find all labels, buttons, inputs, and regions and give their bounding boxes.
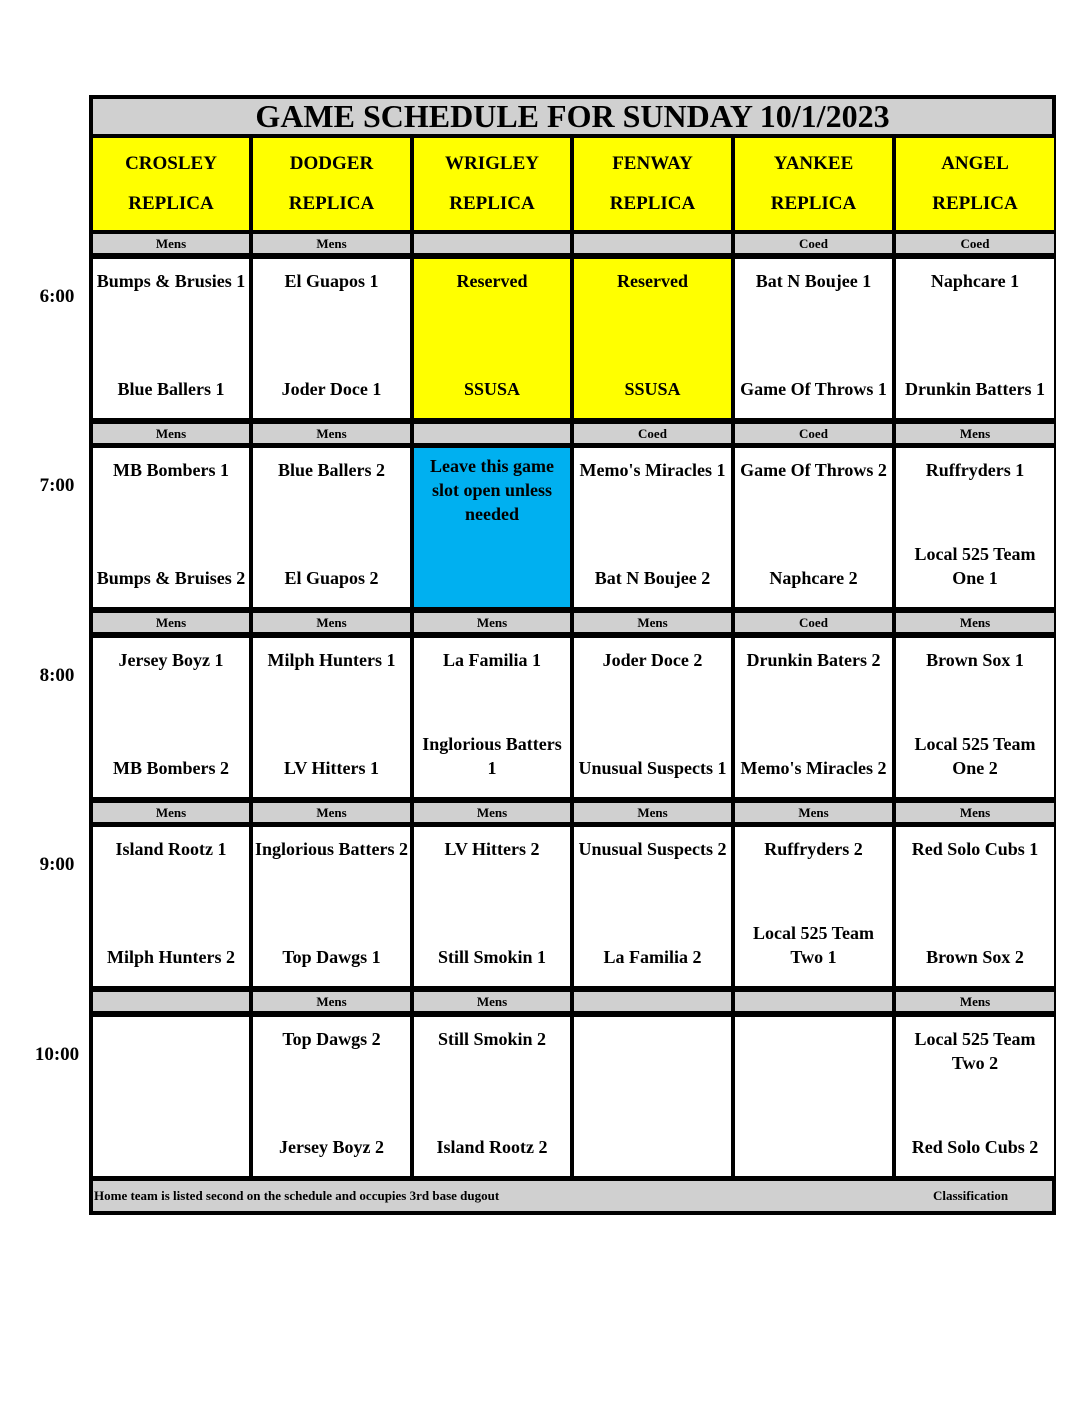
away-team: El Guapos 1 [284, 271, 379, 291]
home-team: La Familia 2 [603, 947, 702, 967]
time-label: 8:00 [39, 665, 75, 686]
game-cell [735, 1017, 892, 1176]
game-cell [896, 448, 1054, 607]
game-cell [93, 638, 249, 797]
home-team: Jersey Boyz 2 [279, 1137, 384, 1157]
home-team: MB Bombers 2 [113, 758, 229, 778]
footer-bar [93, 1181, 1052, 1211]
classification-cell: Mens [253, 424, 410, 443]
home-team: SSUSA [624, 379, 681, 399]
home-team: Top Dawgs 1 [282, 947, 381, 967]
game-cell [253, 259, 410, 418]
time-label: 10:00 [34, 1044, 80, 1065]
home-team: Memo's Miracles 2 [740, 758, 887, 778]
home-team: Local 525 Team One 2 [914, 734, 1036, 778]
field-header-fenway [574, 138, 731, 230]
away-team: Memo's Miracles 1 [579, 460, 726, 480]
classification-cell: Mens [414, 803, 570, 822]
field-subtitle: REPLICA [932, 193, 1018, 214]
home-team: Inglorious Batters 1 [422, 734, 562, 778]
home-team: Drunkin Batters 1 [904, 379, 1045, 399]
home-team: Local 525 Team One 1 [914, 544, 1036, 588]
classification-cell: Coed [574, 424, 731, 443]
home-team: Red Solo Cubs 2 [911, 1137, 1039, 1157]
away-team: Bat N Boujee 1 [755, 271, 872, 291]
game-cell [93, 827, 249, 986]
away-team: Blue Ballers 2 [278, 460, 385, 480]
away-team: Ruffryders 2 [764, 839, 863, 859]
away-team: Reserved [456, 271, 528, 291]
game-cell [93, 259, 249, 418]
classification-cell: Mens [253, 613, 410, 632]
classification-cell: Mens [896, 613, 1054, 632]
time-label: 9:00 [39, 854, 75, 875]
time-label: 6:00 [39, 286, 75, 307]
field-header-yankee [735, 138, 892, 230]
classification-cell: Mens [896, 424, 1054, 443]
time-label: 7:00 [39, 475, 75, 496]
away-team: Game Of Throws 2 [740, 460, 887, 480]
reserved-cell [574, 259, 731, 418]
away-team: Drunkin Baters 2 [746, 650, 881, 670]
home-team: Bat N Boujee 2 [594, 568, 711, 588]
away-team: Local 525 Team Two 2 [914, 1029, 1036, 1073]
game-cell [253, 827, 410, 986]
game-cell [253, 1017, 410, 1176]
schedule-table [89, 95, 1056, 1215]
home-team: Milph Hunters 2 [106, 947, 235, 967]
classification-cell: Mens [414, 613, 570, 632]
home-team: SSUSA [463, 379, 521, 399]
field-header-dodger [253, 138, 410, 230]
game-cell [735, 638, 892, 797]
classification-cell: Mens [896, 803, 1054, 822]
game-cell [414, 638, 570, 797]
classification-cell [574, 992, 731, 1011]
schedule-title: GAME SCHEDULE FOR SUNDAY 10/1/2023 [93, 99, 1052, 134]
classification-cell: Mens [93, 234, 249, 253]
classification-cell: Coed [735, 424, 892, 443]
game-cell [735, 448, 892, 607]
away-team: Still Smokin 2 [437, 1029, 547, 1049]
classification-cell: Mens [414, 992, 570, 1011]
classification-cell: Mens [896, 992, 1054, 1011]
game-cell [735, 259, 892, 418]
classification-cell: Mens [253, 992, 410, 1011]
away-team: Top Dawgs 2 [282, 1029, 381, 1049]
home-team: Unusual Suspects 1 [578, 758, 727, 778]
away-team: Inglorious Batters 2 [255, 839, 408, 859]
classification-cell: Coed [896, 234, 1054, 253]
home-team: Island Rootz 2 [436, 1137, 548, 1157]
home-team: Blue Ballers 1 [117, 379, 225, 399]
field-subtitle: REPLICA [609, 193, 696, 214]
away-team: Bumps & Brusies 1 [96, 271, 246, 291]
classification-cell: Mens [253, 234, 410, 253]
field-header-crosley [93, 138, 249, 230]
away-team: Leave this game slot open unless needed [430, 456, 554, 524]
game-cell [414, 827, 570, 986]
classification-cell: Mens [93, 803, 249, 822]
field-name: WRIGLEY [445, 153, 539, 174]
game-cell [253, 638, 410, 797]
home-team: El Guapos 2 [284, 568, 379, 588]
game-cell [896, 827, 1054, 986]
classification-cell: Mens [574, 803, 731, 822]
game-cell [574, 638, 731, 797]
away-team: Naphcare 1 [930, 271, 1020, 291]
classification-cell: Mens [253, 803, 410, 822]
classification-cell [414, 234, 570, 253]
classification-cell: Coed [735, 613, 892, 632]
field-subtitle: REPLICA [449, 193, 535, 214]
game-cell [574, 1017, 731, 1176]
home-team: Game Of Throws 1 [740, 379, 887, 399]
classification-cell: Coed [735, 234, 892, 253]
home-team: Still Smokin 1 [437, 947, 547, 967]
away-team: Island Rootz 1 [115, 839, 227, 859]
classification-cell: Mens [93, 613, 249, 632]
away-team: Joder Doce 2 [602, 650, 703, 670]
away-team: Reserved [617, 271, 688, 291]
field-name: FENWAY [612, 153, 693, 174]
home-team: LV Hitters 1 [283, 758, 379, 778]
field-subtitle: REPLICA [770, 193, 857, 214]
game-cell [735, 827, 892, 986]
home-team: Local 525 Team Two 1 [752, 923, 874, 967]
game-cell [93, 448, 249, 607]
field-name: CROSLEY [125, 153, 217, 174]
game-cell [253, 448, 410, 607]
game-cell [414, 1017, 570, 1176]
game-cell [574, 827, 731, 986]
home-team: Bumps & Bruises 2 [96, 568, 246, 588]
reserved-cell [414, 259, 570, 418]
classification-cell [735, 992, 892, 1011]
away-team: MB Bombers 1 [113, 460, 229, 480]
away-team: La Familia 1 [443, 650, 541, 670]
field-header-angel [896, 138, 1054, 230]
home-team-note: Home team is listed second on the schedule and occupies 3rd base dugout [94, 1188, 500, 1203]
away-team: Ruffryders 1 [925, 460, 1025, 480]
home-team: Brown Sox 2 [926, 947, 1024, 967]
field-name: DODGER [289, 153, 374, 174]
home-team: Naphcare 2 [769, 568, 858, 588]
field-name: ANGEL [941, 153, 1009, 174]
classification-cell: Mens [93, 424, 249, 443]
open-slot-cell [414, 448, 570, 607]
game-cell [896, 1017, 1054, 1176]
field-name: YANKEE [773, 153, 854, 174]
classification-cell: Mens [574, 613, 731, 632]
away-team: Red Solo Cubs 1 [911, 839, 1039, 859]
classification-cell [574, 234, 731, 253]
away-team: Brown Sox 1 [926, 650, 1024, 670]
field-header-wrigley [414, 138, 570, 230]
away-team: Milph Hunters 1 [267, 650, 396, 670]
field-subtitle: REPLICA [128, 193, 214, 214]
game-cell [896, 638, 1054, 797]
classification-label: Classification [933, 1188, 1009, 1203]
away-team: LV Hitters 2 [444, 839, 540, 859]
classification-cell: Mens [735, 803, 892, 822]
classification-cell [414, 424, 570, 443]
game-cell [93, 1017, 249, 1176]
field-subtitle: REPLICA [288, 193, 375, 214]
away-team: Unusual Suspects 2 [578, 839, 727, 859]
game-cell [896, 259, 1054, 418]
classification-cell [93, 992, 249, 1011]
home-team: Joder Doce 1 [281, 379, 382, 399]
away-team: Jersey Boyz 1 [118, 650, 224, 670]
game-cell [574, 448, 731, 607]
